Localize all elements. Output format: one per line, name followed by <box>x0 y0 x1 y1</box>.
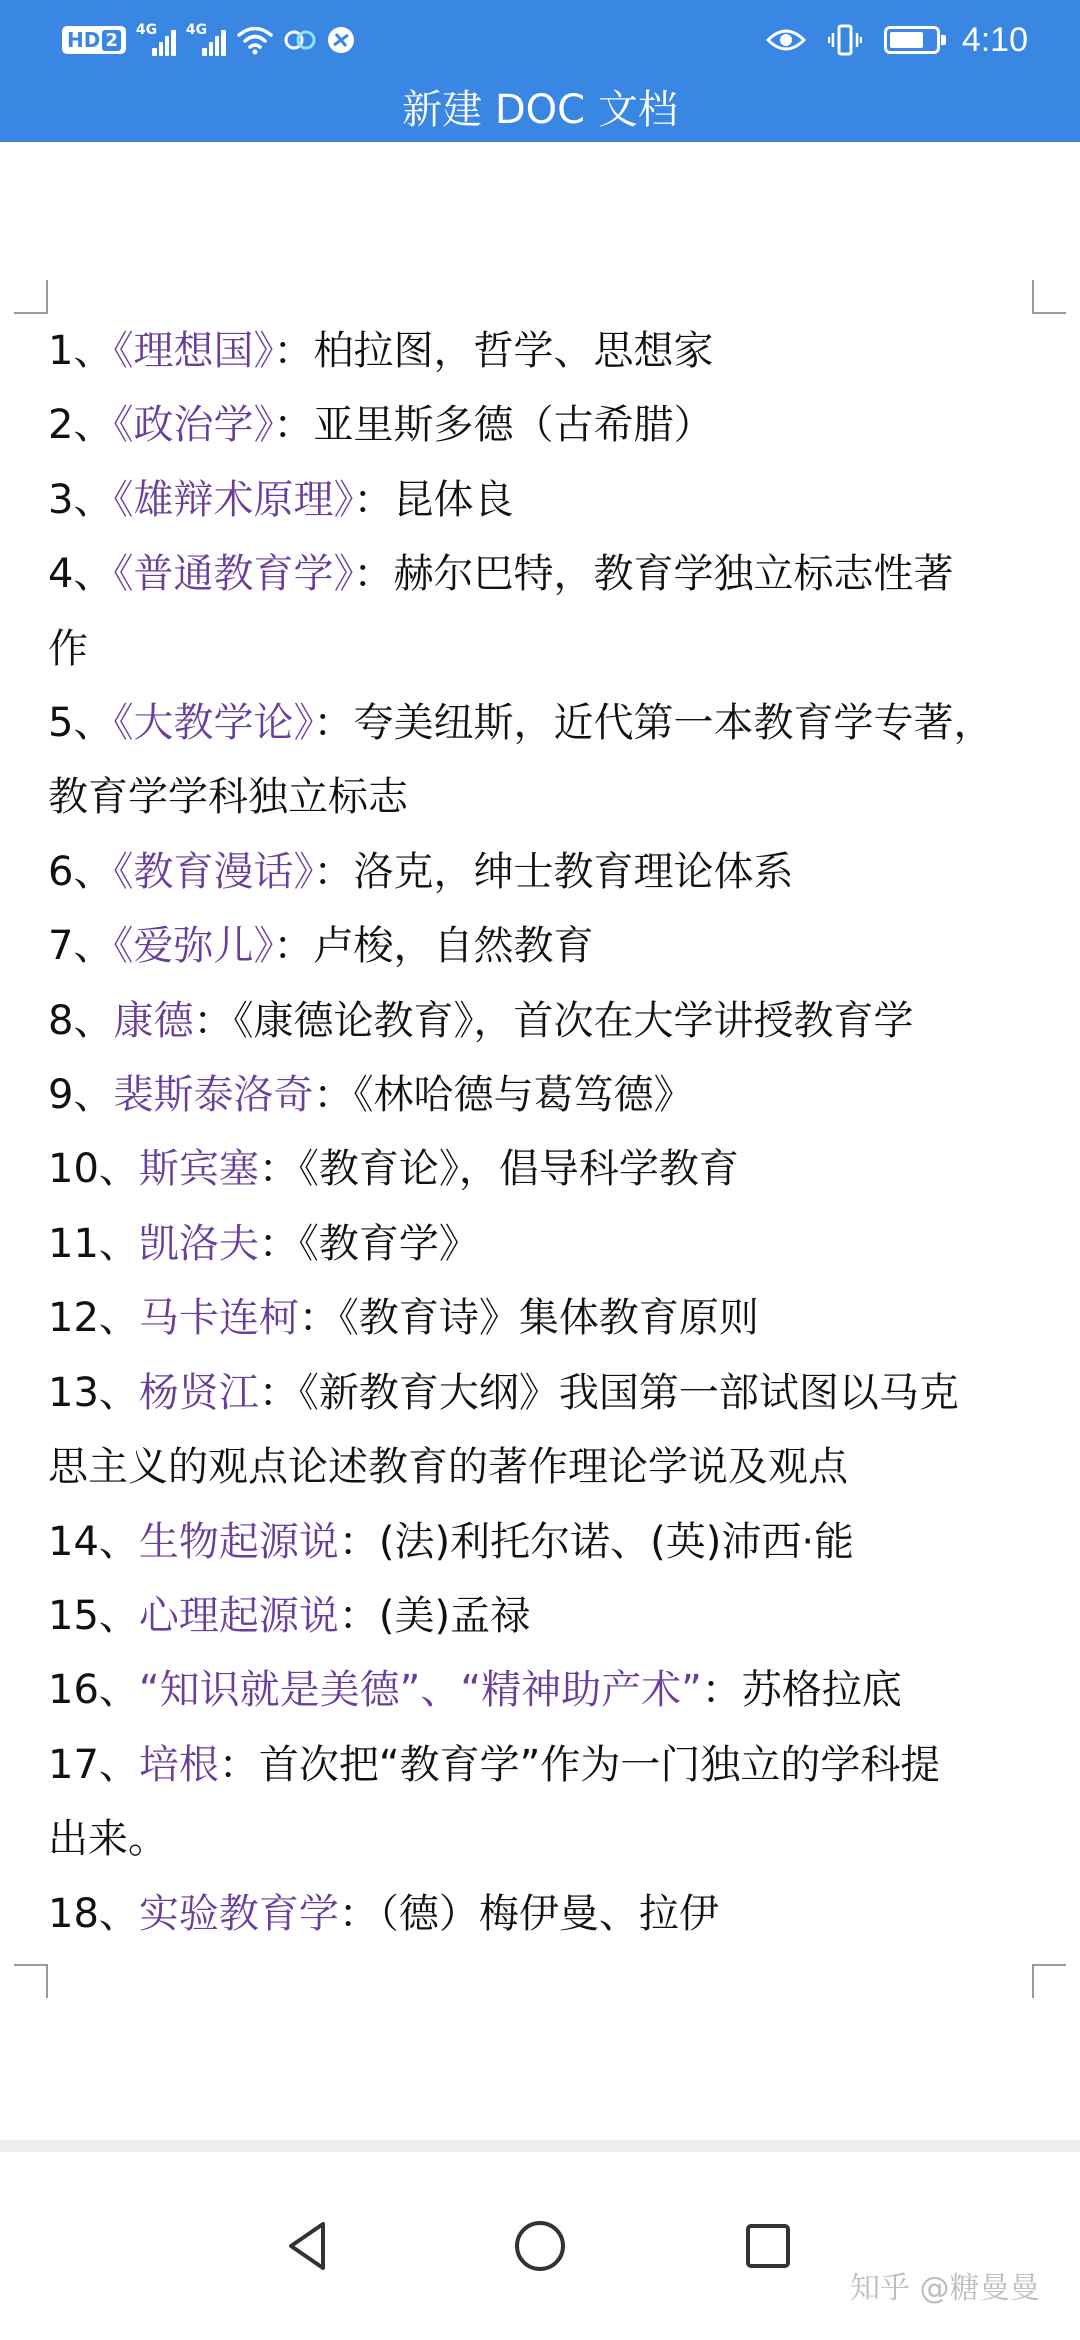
page-corner-top-left <box>14 280 48 314</box>
line-number: 16、 <box>48 1667 139 1714</box>
line-highlight: 《爱弥儿》 <box>113 923 274 970</box>
line-number: 9、 <box>48 1072 114 1119</box>
line-text: 作 <box>48 625 88 672</box>
doc-line <box>48 1356 1043 1430</box>
status-bar <box>0 0 1080 80</box>
doc-line <box>48 835 1043 909</box>
line-highlight: 杨贤江 <box>138 1369 259 1416</box>
doc-line <box>48 984 1043 1058</box>
line-text: ：夸美纽斯，近代第一本教育学专著， <box>313 700 994 747</box>
line-text: ：(美)孟禄 <box>338 1592 531 1639</box>
eye-icon <box>766 26 806 54</box>
status-right <box>766 18 1028 62</box>
hd-sim-label: 2 <box>102 30 121 51</box>
clock: 4:10 <box>961 20 1028 59</box>
watermark: 知乎 @糖曼曼 <box>850 2271 1040 2306</box>
line-number: 17、 <box>48 1741 139 1788</box>
line-highlight: 裴斯泰洛奇 <box>113 1072 314 1119</box>
line-highlight: “知识就是美德”、“精神助产术” <box>138 1667 702 1714</box>
doc-line <box>48 1132 1043 1206</box>
page-title: 新建 DOC 文档 <box>402 87 678 133</box>
vibrate-icon <box>828 23 862 57</box>
doc-line <box>48 1430 1043 1504</box>
signal-2-icon <box>186 24 226 56</box>
line-text: ：赫尔巴特，教育学独立标志性著 <box>353 551 954 598</box>
line-text: ：(法)利托尔诺、(英)沛西·能 <box>338 1518 855 1565</box>
line-text: ：（德）梅伊曼、拉伊 <box>338 1890 719 1937</box>
page-corner-top-right <box>1032 280 1066 314</box>
line-number: 2、 <box>48 402 114 449</box>
wifi-icon <box>236 25 274 55</box>
line-text: ：卢梭，自然教育 <box>273 923 594 970</box>
line-text: 思主义的观点论述教育的著作理论学说及观点 <box>48 1444 848 1491</box>
line-highlight: 心理起源说 <box>138 1592 339 1639</box>
doc-line <box>48 463 1043 537</box>
document-page[interactable] <box>0 142 1080 2142</box>
recents-button[interactable] <box>728 2206 808 2286</box>
line-number: 7、 <box>48 923 114 970</box>
doc-line <box>48 1281 1043 1355</box>
doc-line <box>48 1207 1043 1281</box>
doc-line <box>48 909 1043 983</box>
doc-line <box>48 612 1043 686</box>
battery-level <box>890 32 923 48</box>
line-highlight: 《大教学论》 <box>113 700 314 747</box>
doc-line <box>48 1802 1043 1876</box>
footer-separator <box>0 2140 1080 2152</box>
doc-line <box>48 314 1043 388</box>
hd-badge <box>62 26 126 54</box>
line-highlight: 《理想国》 <box>113 328 274 374</box>
document-text[interactable] <box>48 314 1043 1951</box>
doc-line <box>48 1728 1043 1802</box>
line-highlight: 斯宾塞 <box>138 1146 259 1193</box>
signal-1-icon <box>136 24 176 56</box>
line-highlight: 《普通教育学》 <box>113 551 354 598</box>
doc-line <box>48 1058 1043 1132</box>
line-number: 3、 <box>48 476 114 523</box>
app-header <box>0 0 1080 142</box>
line-text: ：《教育诗》集体教育原则 <box>298 1295 759 1342</box>
line-number: 8、 <box>48 997 114 1044</box>
line-text: ：昆体良 <box>353 476 514 523</box>
line-highlight: 生物起源说 <box>138 1518 339 1565</box>
doc-line <box>48 686 1043 760</box>
battery-icon <box>884 26 940 54</box>
line-number: 4、 <box>48 551 114 598</box>
line-highlight: 实验教育学 <box>138 1890 339 1937</box>
home-icon <box>512 2218 568 2274</box>
line-number: 1、 <box>48 328 114 374</box>
battery-tip <box>941 35 946 45</box>
doc-line <box>48 1579 1043 1653</box>
line-highlight: 《雄辩术原理》 <box>113 476 354 523</box>
line-number: 18、 <box>48 1890 139 1937</box>
page-corner-bottom-right <box>1032 1964 1066 1998</box>
line-number: 14、 <box>48 1518 139 1565</box>
back-button[interactable] <box>268 2206 348 2286</box>
app-icon <box>284 25 316 55</box>
line-highlight: 康德 <box>113 997 194 1044</box>
line-text: ：亚里斯多德（古希腊） <box>273 402 714 449</box>
back-icon <box>283 2218 333 2274</box>
doc-line <box>48 537 1043 611</box>
line-text: ：《林哈德与葛笃德》 <box>313 1072 694 1119</box>
signal-1-label: 4G <box>135 22 158 38</box>
doc-line <box>48 388 1043 462</box>
line-number: 5、 <box>48 700 114 747</box>
line-text: ：《新教育大纲》我国第一部试图以马克 <box>258 1369 959 1416</box>
line-text: ：《教育论》，倡导科学教育 <box>258 1146 739 1193</box>
line-highlight: 《政治学》 <box>113 402 274 449</box>
doc-line <box>48 1653 1043 1727</box>
line-highlight: 马卡连柯 <box>138 1295 299 1342</box>
page-corner-bottom-left <box>14 1964 48 1998</box>
navigation-bar <box>0 2152 1080 2340</box>
line-number: 13、 <box>48 1369 139 1416</box>
doc-line <box>48 1505 1043 1579</box>
doc-line <box>48 760 1043 834</box>
home-button[interactable] <box>500 2206 580 2286</box>
signal-2-label: 4G <box>185 22 208 38</box>
line-text: ：苏格拉底 <box>701 1667 902 1714</box>
line-text: ：洛克，绅士教育理论体系 <box>313 848 794 895</box>
recents-icon <box>743 2221 793 2271</box>
line-highlight: 凯洛夫 <box>138 1220 259 1267</box>
globe-icon <box>326 25 356 55</box>
line-highlight: 培根 <box>138 1741 219 1788</box>
line-number: 11、 <box>48 1220 139 1267</box>
line-number: 12、 <box>48 1295 139 1342</box>
line-text: ：首次把“教育学”作为一门独立的学科提 <box>218 1741 941 1788</box>
line-text: ：《康德论教育》，首次在大学讲授教育学 <box>193 997 914 1044</box>
line-text: ：《教育学》 <box>258 1220 479 1267</box>
line-text: 出来。 <box>48 1816 168 1863</box>
hd-label: HD <box>67 28 101 52</box>
line-text: 教育学学科独立标志 <box>48 774 408 821</box>
line-number: 10、 <box>48 1146 139 1193</box>
line-highlight: 《教育漫话》 <box>113 848 314 895</box>
doc-line <box>48 1877 1043 1951</box>
status-left <box>62 20 356 60</box>
line-text: ：柏拉图，哲学、思想家 <box>273 328 714 374</box>
line-number: 6、 <box>48 848 114 895</box>
line-number: 15、 <box>48 1592 139 1639</box>
